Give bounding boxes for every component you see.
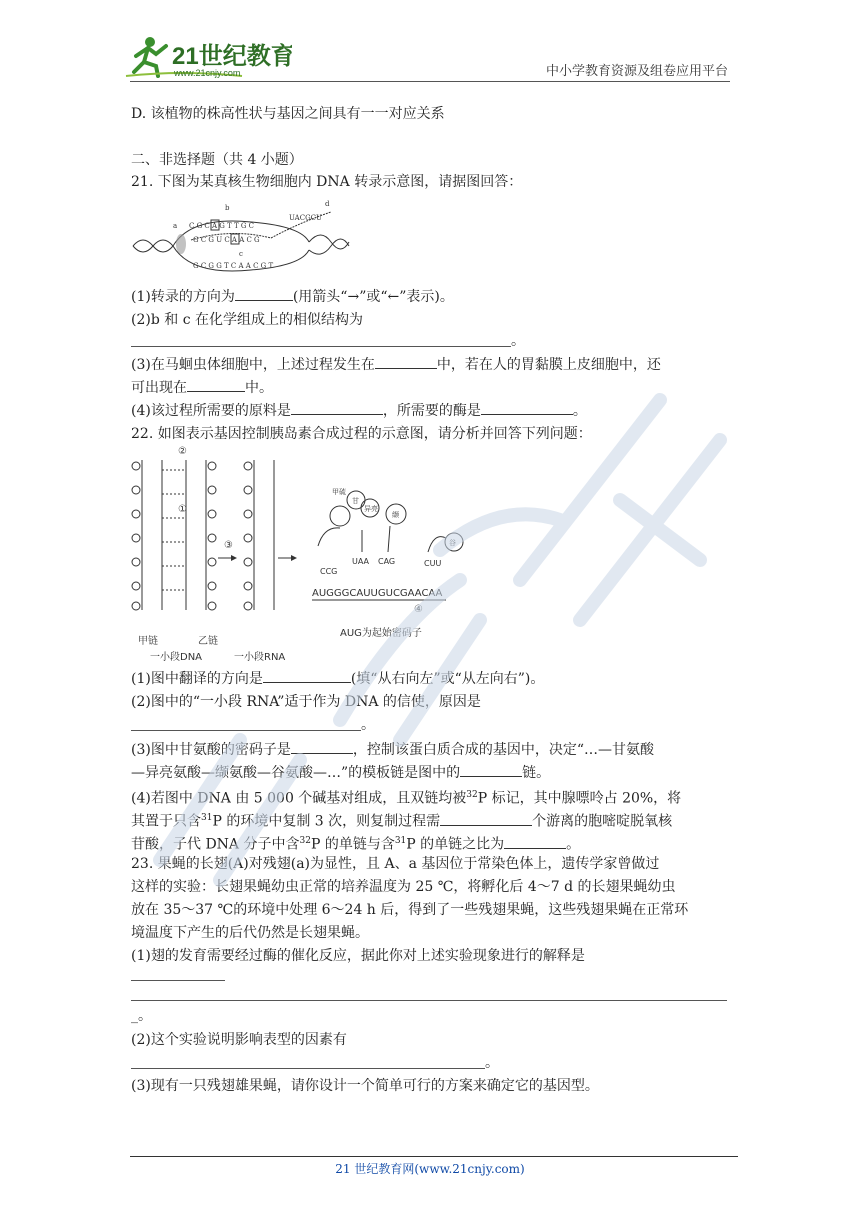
label-3: ③ <box>224 540 233 551</box>
caption-start-codon: AUG为起始密码子 <box>340 628 422 639</box>
answer-blank[interactable] <box>481 400 573 415</box>
q23-stem-2: 这样的实验：长翅果蝇幼虫正常的培养温度为 25 ℃，将孵化后 4～7 d 的长翅果蝇幼虫 <box>131 879 676 895</box>
q23-2: (2)这个实验说明影响表型的因素有 <box>131 1032 347 1048</box>
codon-cag: CAG <box>378 557 396 566</box>
bottom-strand-seq: G C G G T C A A C G T <box>193 262 274 270</box>
label-2: ② <box>178 446 187 457</box>
q22-3-cont <box>131 762 550 783</box>
footer-text: 21 世纪教育网(www.21cnjy.com) <box>335 1162 525 1176</box>
q22-4 <box>131 785 681 809</box>
q22-1 <box>131 668 544 689</box>
platform-name: 中小学教育资源及组卷应用平台 <box>545 64 728 79</box>
q21-1-tail: (用箭头“→”或“←”表示)。 <box>292 289 454 305</box>
insulin-synthesis-figure <box>128 446 468 666</box>
sup-32: 32 <box>466 790 478 800</box>
q21-3 <box>131 354 661 375</box>
rna-seq: UACGCU <box>289 214 322 222</box>
aa-met: 甲硫 <box>332 488 346 496</box>
label-d: d <box>325 200 330 208</box>
q21-3-text2: 可出现在 <box>131 380 187 396</box>
answer-line[interactable] <box>131 730 361 731</box>
aa-glu: 谷 <box>449 539 456 547</box>
q22-4-mid: P 标记，其中腺嘌呤占 20%，将 <box>477 790 682 807</box>
answer-line[interactable] <box>131 1068 485 1069</box>
answer-blank[interactable] <box>291 739 353 754</box>
q22-4-text2: 其置于只含 <box>131 813 201 830</box>
answer-line[interactable] <box>131 1000 727 1001</box>
answer-blank[interactable] <box>291 400 383 415</box>
caption-rna: 一小段RNA <box>234 652 286 663</box>
q22-4-cont2 <box>131 831 580 855</box>
q21-4 <box>131 400 587 421</box>
aa-val: 缬 <box>392 511 399 519</box>
footer-divider <box>130 1156 738 1157</box>
q21-stem: 21. 下图为某真核生物细胞内 DNA 转录示意图，请据图回答： <box>131 174 523 190</box>
q21-4-text: (4)该过程所需要的原料是 <box>131 403 291 419</box>
q23-3: (3)现有一只残翅雄果蝇，请你设计一个简单可行的方案来确定它的基因型。 <box>131 1078 599 1094</box>
q22-3-tail: ，控制该蛋白质合成的基因中，决定“…—甘氨酸 <box>352 742 654 758</box>
label-a: a <box>173 222 178 230</box>
q21-3-tail2: 中。 <box>245 380 273 396</box>
q22-3-tail2: 链。 <box>522 765 551 781</box>
q22-2-end: 。 <box>361 717 375 733</box>
q21-1 <box>131 286 454 307</box>
sup-31: 31 <box>394 836 407 846</box>
q22-4-tail2: 个游离的胞嘧啶脱氧核 <box>532 813 673 830</box>
q22-3 <box>131 739 654 760</box>
q21-4-tail: 。 <box>572 403 587 419</box>
q21-2-end: 。 <box>511 333 525 349</box>
answer-blank[interactable] <box>440 811 532 826</box>
q23-1: (1)翅的发育需要经过酶的催化反应，据此你对上述实验现象进行的解释是 <box>131 948 585 964</box>
aa-ile: 异亮 <box>364 505 378 513</box>
dna-transcription-figure <box>131 198 351 282</box>
answer-blank[interactable] <box>187 377 245 392</box>
site-logo <box>122 32 292 80</box>
template-strand-seq: G C G U C A A C G <box>193 236 260 244</box>
q22-4-tail3: 。 <box>566 836 581 853</box>
sup-31: 31 <box>201 813 213 823</box>
codon-ccg: CCG <box>320 567 338 576</box>
mrna-seq: AUGGGCAUUGUCGAACAA <box>312 588 443 599</box>
label-b: b <box>225 204 230 212</box>
label-c: c <box>239 250 243 258</box>
q22-1-text: (1)图中翻译的方向是 <box>131 671 263 687</box>
caption-dna: 一小段DNA <box>150 652 203 663</box>
q22-3-text2: —异亮氨酸—缬氨酸—谷氨酸—…”的模板链是图中的 <box>131 765 461 781</box>
q21-1-text: (1)转录的方向为 <box>131 289 235 305</box>
logo-text: 21世纪教育 <box>172 43 292 70</box>
q22-2: (2)图中的“一小段 RNA”适于作为 DNA 的信使，原因是 <box>131 694 481 710</box>
q23-stem-3: 放在 35～37 ℃的环境中处理 6～24 h 后，得到了一些残翅果蝇，这些残翅果蝇在正常环 <box>131 902 689 918</box>
q21-3-cont <box>131 377 273 398</box>
codon-uaa: UAA <box>352 557 370 566</box>
top-strand-seq: C G C A G T T G C <box>189 222 255 230</box>
q21-4-mid: ，所需要的酶是 <box>382 403 481 419</box>
q22-stem: 22. 如图表示基因控制胰岛素合成过程的示意图，请分析并回答下列问题： <box>131 426 592 442</box>
codon-cuu: CUU <box>424 559 442 568</box>
q23-stem-4: 境温度下产生的后代仍然是长翅果蝇。 <box>131 925 369 941</box>
q22-4-mid3: P 的单链与含 <box>310 836 395 853</box>
q23-2-end: 。 <box>485 1055 499 1071</box>
q22-4-mid2: P 的环境中复制 3 次，则复制过程需 <box>212 813 441 830</box>
section-title: 二、非选择题（共 4 小题） <box>131 152 303 168</box>
header-divider <box>130 81 730 82</box>
q22-3-text: (3)图中甘氨酸的密码子是 <box>131 742 291 758</box>
answer-blank[interactable] <box>504 834 566 849</box>
aa-gly: 甘 <box>352 497 359 505</box>
answer-blank[interactable] <box>263 668 351 683</box>
q22-1-tail: (填“从右向左”或“从左向右”)。 <box>350 671 545 687</box>
q21-3-text: (3)在马蛔虫体细胞中，上述过程发生在 <box>131 357 375 373</box>
answer-blank[interactable] <box>375 354 437 369</box>
q22-4-cont <box>131 808 672 832</box>
answer-blank[interactable] <box>460 762 522 777</box>
q23-1-end: _。 <box>131 1008 152 1024</box>
q22-4-text: (4)若图中 DNA 由 5 000 个碱基对组成，且双链均被 <box>131 790 467 807</box>
caption-chain-a: 甲链 <box>138 636 158 647</box>
label-1: ① <box>178 504 187 515</box>
label-4: ④ <box>414 604 423 615</box>
q23-stem-1: 23. 果蝇的长翅(A)对残翅(a)为显性，且 A、a 基因位于常染色体上，遗传学家曾做过 <box>131 856 660 872</box>
answer-line[interactable] <box>131 346 511 347</box>
caption-chain-b: 乙链 <box>198 636 218 647</box>
logo-url: www.21cnjy.com <box>174 68 241 78</box>
q22-4-text3: 苷酸，子代 DNA 分子中含 <box>131 836 300 853</box>
q21-3-tail: 中，若在人的胃黏膜上皮细胞中，还 <box>436 357 661 373</box>
q22-4-mid4: P 的单链之比为 <box>406 836 505 853</box>
sup-32: 32 <box>299 836 311 846</box>
option-d: D. 该植物的株高性状与基因之间具有一一对应关系 <box>131 106 445 122</box>
answer-line[interactable] <box>131 980 225 981</box>
q21-2: (2)b 和 c 在化学组成上的相似结构为 <box>131 312 363 328</box>
answer-blank[interactable] <box>235 286 293 301</box>
